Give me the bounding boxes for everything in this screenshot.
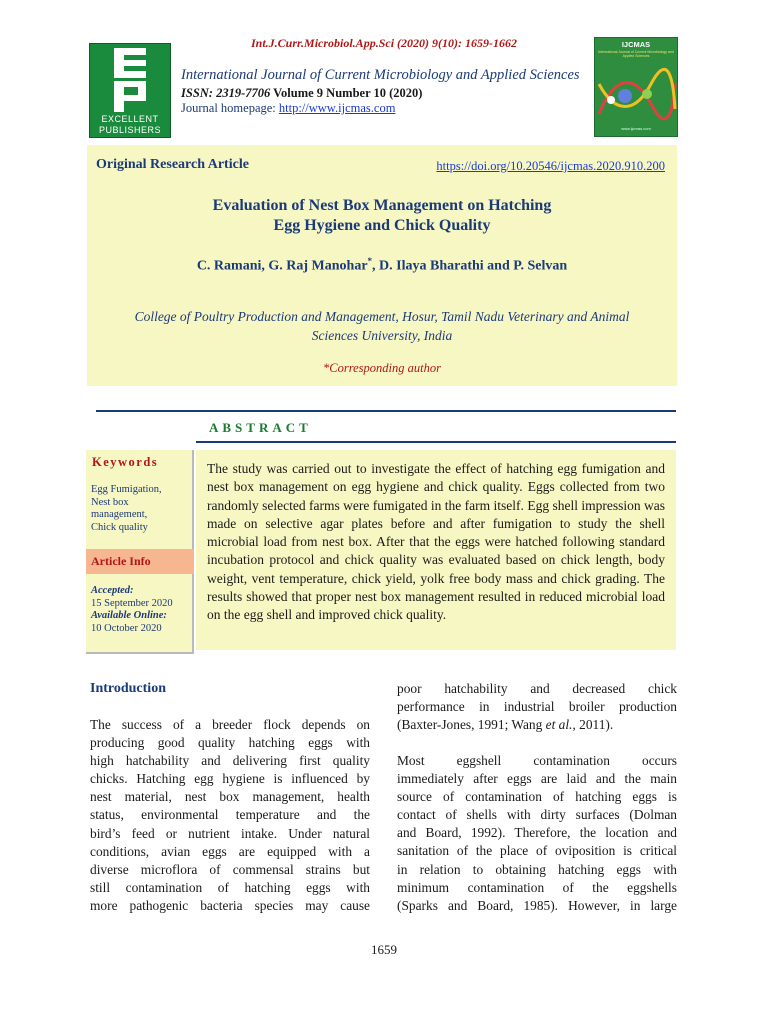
- homepage-label: Journal homepage:: [181, 101, 279, 115]
- issn-line: [181, 86, 422, 101]
- homepage-link[interactable]: http://www.ijcmas.com: [278, 101, 396, 115]
- body-column-2-top: [397, 680, 677, 734]
- body-line: and Board, 1992). Therefore, the location and: [397, 825, 677, 841]
- volume: Volume 9 Number 10 (2020): [273, 86, 423, 100]
- accepted-label: Accepted:: [91, 585, 134, 596]
- online-date: 10 October 2020: [91, 622, 162, 634]
- article-info-heading: Article Info: [91, 554, 151, 568]
- article-info: [91, 585, 191, 635]
- publisher-logo: [89, 43, 171, 138]
- article-type: Original Research Article: [96, 157, 249, 172]
- keywords-heading: Keywords: [92, 455, 159, 469]
- title-line-1: Evaluation of Nest Box Management on Hatching: [212, 197, 552, 214]
- authors: [87, 256, 677, 275]
- authors-part-2: , D. Ilaya Bharathi and P. Selvan: [372, 258, 568, 274]
- accepted-date: 15 September 2020: [91, 597, 173, 609]
- keyword-item: Chick quality: [91, 521, 148, 533]
- cover-title: IJCMAS: [621, 40, 651, 49]
- body-line: performance in industrial broiler production: [397, 699, 677, 715]
- keyword-item: Nest box: [91, 496, 129, 508]
- abstract-text: The study was carried out to investigate the effect of hatching egg fumigation and nest box management on egg hygiene and chick quality. Eggs collected from two randomly selected farms were fumigated in the farm itself. Egg shell impression was made on selective agar plates before and after fumigation to study the shell microbial load from nest box. After that the eggs were hatched following standard incubation protocol and chick quality was evaluated based on chick length, body weight, vent temperature, chick yield, yolk free body mass and chick grading. The results showed that proper nest box management resulted in reduced microbial load on the egg shell and improved chick quality.: [207, 461, 665, 623]
- body-line: [397, 716, 677, 734]
- body-line: status, environmental temperature and the: [90, 807, 370, 823]
- citation-etal: et al.,: [545, 717, 576, 733]
- ep-logo-icon: [90, 46, 170, 114]
- logo-text-line1: EXCELLENT: [101, 114, 159, 124]
- corresponding-author: *Corresponding author: [323, 361, 441, 375]
- journal-cover-image: [594, 37, 678, 137]
- body-line: minimum contamination of the eggshells: [397, 879, 677, 895]
- body-line: in relation to obtaining hatching eggs with: [397, 861, 677, 877]
- body-line: more pathogenic bacteria species may cause: [90, 897, 370, 913]
- keywords-list: [91, 484, 191, 534]
- affiliation: [87, 307, 677, 345]
- cover-subtitle: International Journal of Current Microbiology and Applied Sciences: [598, 50, 674, 58]
- page-number: 1659: [371, 942, 397, 957]
- body-line: nest material, nest box management, health: [90, 789, 370, 805]
- body-line: Most eggshell contamination occurs: [397, 753, 677, 768]
- issn: ISSN: 2319-7706: [181, 86, 271, 100]
- cover-footer: www.ijcmas.com: [621, 126, 651, 131]
- logo-text-line2: PUBLISHERS: [98, 125, 162, 135]
- online-label: Available Online:: [91, 610, 167, 621]
- keyword-item: management,: [91, 509, 148, 520]
- body-line: The success of a breeder flock depends on: [90, 717, 370, 732]
- keyword-item: Egg Fumigation,: [91, 484, 162, 495]
- body-line: poor hatchability and decreased chick: [397, 681, 677, 696]
- title-line-2: Egg Hygiene and Chick Quality: [273, 217, 491, 234]
- citation-pre: (Baxter-Jones, 1991; Wang: [397, 717, 546, 733]
- body-column-1: [90, 716, 370, 915]
- authors-part-1: C. Ramani, G. Raj Manohar: [196, 258, 368, 274]
- body-column-2-bottom: [397, 752, 677, 915]
- homepage-line: [181, 101, 395, 116]
- citation-post: 2011).: [575, 717, 614, 733]
- abstract-rule: [196, 441, 676, 443]
- body-line: high hatchability and delivering first quality: [90, 753, 370, 769]
- doi-link[interactable]: https://doi.org/10.20546/ijcmas.2020.910.200: [436, 159, 665, 173]
- body-line: diverse microflora of commensal strains but: [90, 861, 370, 877]
- running-head: Int.J.Curr.Microbiol.App.Sci (2020) 9(10): 1659-1662: [250, 36, 517, 50]
- introduction-heading: Introduction: [90, 681, 166, 696]
- body-line: contact of shells with dirty surfaces (Dolman: [397, 807, 677, 823]
- journal-name: International Journal of Current Microbiology and Applied Sciences: [181, 67, 580, 83]
- body-line: chicks. Hatching egg hygiene is influenced by: [90, 771, 370, 787]
- body-line: source of contamination of hatching eggs is: [397, 789, 677, 805]
- affiliation-line-1: College of Poultry Production and Management, Hosur, Tamil Nadu Veterinary and Animal: [134, 309, 630, 324]
- dna-helix-icon: [595, 64, 677, 124]
- top-rule: [96, 410, 676, 412]
- corresponding-mark: *: [367, 256, 373, 266]
- body-line: bird’s feed or nutrient intake. Under natural: [90, 825, 370, 841]
- article-title: [87, 196, 677, 236]
- affiliation-line-2: Sciences University, India: [311, 328, 453, 343]
- body-line: still contamination of hatching eggs with: [90, 879, 370, 895]
- body-line: (Sparks and Board, 1985). However, in large: [397, 897, 677, 913]
- body-line: sanitation of the place of oviposition is critical: [397, 843, 677, 859]
- abstract-heading: ABSTRACT: [209, 420, 312, 435]
- body-line: immediately after eggs are laid and the main: [397, 771, 677, 787]
- body-line: producing good quality hatching eggs with: [90, 735, 370, 751]
- body-line: conditions, avian eggs are equipped with a: [90, 843, 370, 859]
